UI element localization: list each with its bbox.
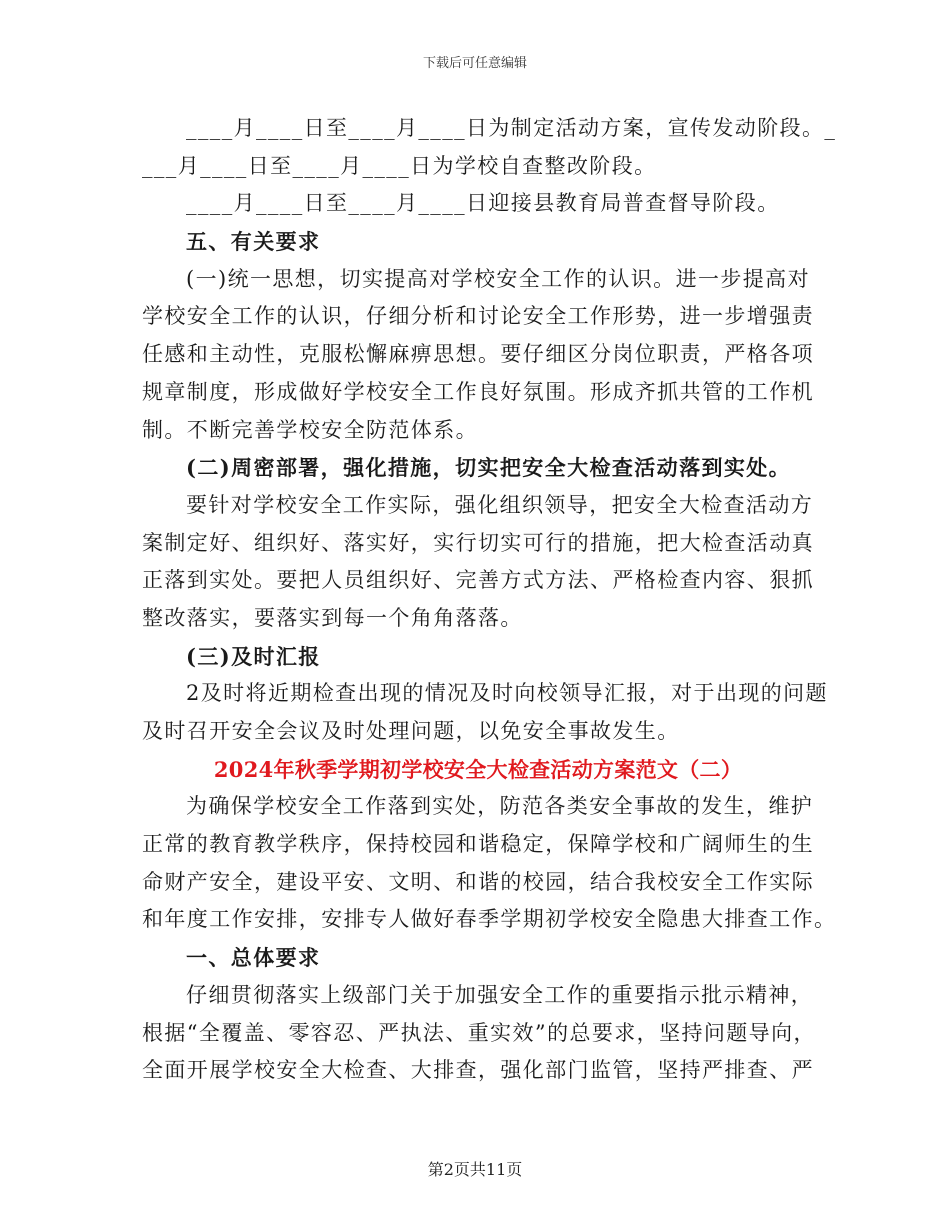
document-body — [142, 110, 837, 1090]
paragraph-line: 制。不断完善学校安全防范体系。 — [142, 417, 478, 442]
section-title: 2024年秋季学期初学校安全大检查活动方案范文（二） — [213, 756, 743, 782]
paragraph-line: 整改落实，要落实到每一个角角落落。 — [142, 605, 523, 630]
section-heading: 五、有关要求 — [186, 229, 321, 255]
paragraph-line: ____月____日至____月____日迎接县教育局普查督导阶段。 — [186, 191, 780, 216]
page-header: 下载后可任意编辑 — [422, 56, 527, 71]
paragraph-line: 规章制度，形成做好学校安全工作良好氛围。形成齐抓共管的工作机 — [142, 379, 814, 404]
paragraph-line: (一)统一思想，切实提高对学校安全工作的认识。进一步提高对 — [186, 266, 810, 291]
paragraph-line: 仔细贯彻落实上级部门关于加强安全工作的重要指示批示精神， — [186, 982, 814, 1007]
paragraph-line: ___月____日至____月____日为学校自查整改阶段。 — [142, 153, 657, 178]
paragraph-line: ____月____日至____月____日为制定活动方案，宣传发动阶段。_ — [186, 116, 837, 140]
paragraph-line: 正落到实处。要把人员组织好、完善方式方法、严格检查内容、狠抓 — [142, 568, 814, 593]
paragraph-line: 全面开展学校安全大检查、大排查，强化部门监管，坚持严排查、严 — [142, 1058, 814, 1083]
paragraph-line: 命财产安全，建设平安、文明、和谐的校园，结合我校安全工作实际 — [142, 869, 814, 894]
paragraph-line: 要针对学校安全工作实际，强化组织领导，把安全大检查活动方 — [186, 492, 814, 517]
section-heading: (二)周密部署，强化措施，切实把安全大检查活动落到实处。 — [186, 455, 792, 481]
paragraph-line: 任感和主动性，克服松懈麻痹思想。要仔细区分岗位职责，严格各项 — [142, 342, 814, 367]
paragraph-line: 根据“全覆盖、零容忍、严执法、重实效”的总要求，坚持问题导向， — [142, 1020, 816, 1045]
paragraph-line: 及时召开安全会议及时处理问题，以免安全事故发生。 — [142, 719, 680, 743]
paragraph-line: 案制定好、组织好、落实好，实行切实可行的措施，把大检查活动真 — [142, 530, 814, 555]
section-heading: 一、总体要求 — [186, 945, 321, 971]
paragraph-line: 和年度工作安排，安排专人做好春季学期初学校安全隐患大排查工作。 — [142, 907, 837, 932]
paragraph-line: 学校安全工作的认识，仔细分析和讨论安全工作形势，进一步增强责 — [142, 304, 814, 329]
paragraph-line: 2及时将近期检查出现的情况及时向校领导汇报，对于出现的问题 — [186, 681, 828, 706]
section-heading: (三)及时汇报 — [186, 643, 321, 669]
paragraph-line: 为确保学校安全工作落到实处，防范各类安全事故的发生，维护 — [186, 794, 814, 819]
paragraph-line: 正常的教育教学秩序，保持校园和谐稳定，保障学校和广阔师生的生 — [142, 832, 814, 857]
page-footer: 第2页共11页 — [427, 1160, 523, 1179]
